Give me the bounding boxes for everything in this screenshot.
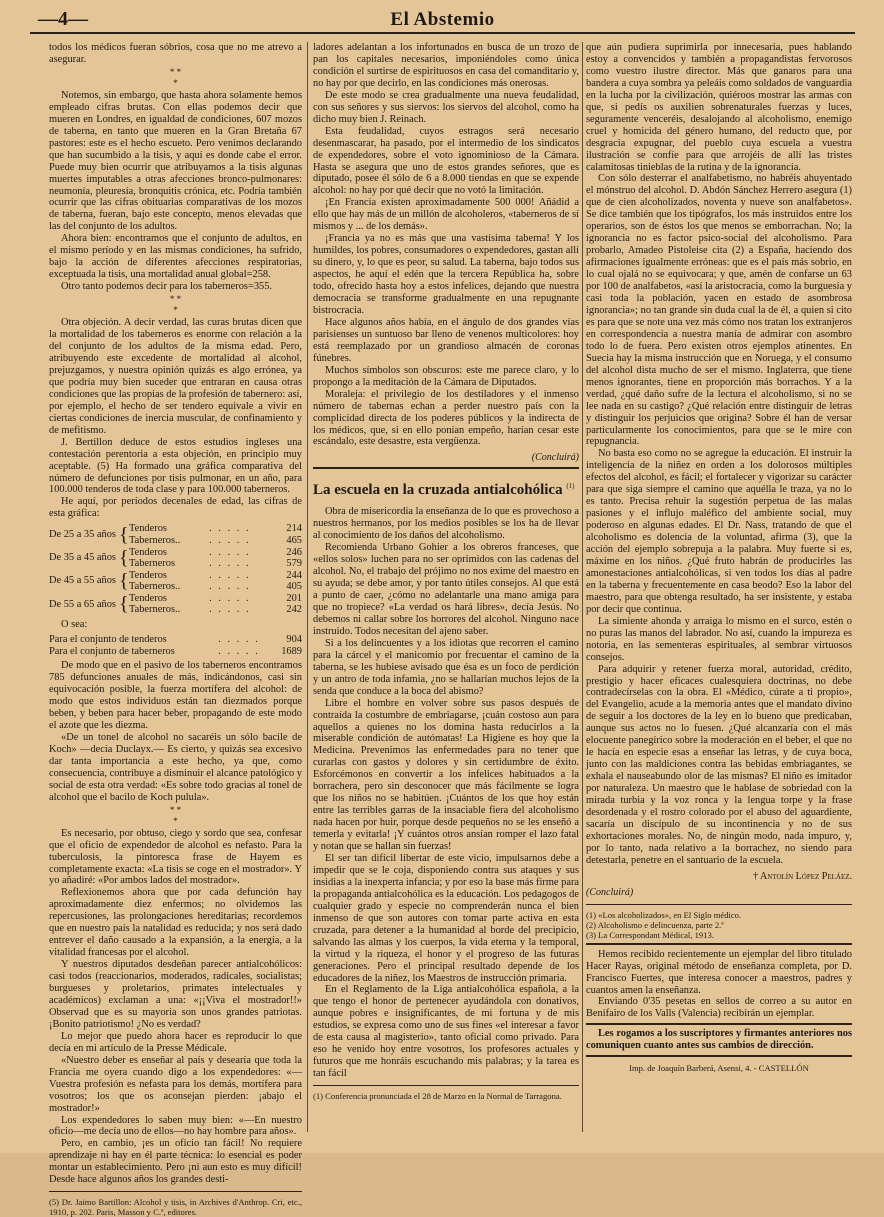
paragraph: Muchos símbolos son obscuros: este me parece claro, y lo propongo a la meditación de la Cámara de Diputados. [313, 364, 579, 388]
row-value: 242 [286, 604, 302, 616]
row-value: 579 [286, 558, 302, 570]
asterism: * * * [169, 66, 182, 88]
row-label: Taberneros.. [129, 604, 181, 616]
row-label: Tenderos [129, 592, 167, 604]
paragraph: Hemos recibido recientemente un ejemplar del libro titulado Hacer Rayas, original método de enseñanza completa, por D. Francisco Fuertes, que interesa conocer a maestros, padres y cuantos amen la enseñanza. [586, 948, 852, 996]
row-value: 246 [286, 546, 302, 558]
paragraph: O sea: [61, 619, 88, 631]
paragraph: Obra de misericordia la enseñanza de lo que es provechoso a nuestros hermanos, por los medios posibles se los ha de llevar al conocimiento de los daños del alcoholismo. [313, 506, 579, 542]
row-value: 201 [286, 592, 302, 604]
row-label: Tenderos [129, 546, 167, 558]
paragraph: J. Bertillon deduce de estos estudios ingleses una contestación perentoria a esta objeción, en principio muy aceptable. (5) Ha formado una gráfica comparativa del número de defunciones por tisis pulmonar, en un año, para 100.000 tenderos de toda clase y para 100.000 taberneros. [49, 436, 302, 496]
age-range: De 45 a 55 años [49, 575, 116, 587]
paragraph: que aún pudiera suprimirla por innecesaria, pues hablando estoy a convencidos y también a propagandistas fervorosos como vuestro ilustre director. Más que ganaros para una bandera a cuya sombra ya peleáis como soldados de vanguardia en la lucha por la civilización, quiéroos mostrar las armas con que, si pedís os auxilien sobrenaturales fuerzas y luces, seguramente venceréis, desalojando al alcoholismo, enemigo cruel y homicida del género humano, del reducto que, por desgracia expugnar, del pueblo cuya escuela a vuestra ilustración se confíe para que arrojéis de allí las tristes calamitosas tinieblas de la rutina y de la ignorancia. [586, 42, 852, 173]
paragraph: De modo que en el pasivo de los taberneros encontramos 785 defunciones anuales de más, indicándonos, casi sin equivocación posible, la fuerza mortífera del alcohol: de modo que estos individuos están tan diezmados porque beben, y beben para hacer beber, propagando de este modo el azote que les diezma. [49, 660, 302, 731]
paragraph: Otra objeción. A decir verdad, las curas brutas dicen que la mortalidad de los taberneros es enorme con relación a la del conjunto de los adultos de la misma edad. Pero, atribuyendo este excedente de mortalidad al alcohol, prejuzgamos, y nuestra opinión quizás es algo errónea, ya que podría muy bien suceder que entraran en causa otras condiciones que las propias de la profesión de tabernero: así, por ejemplo, el hecho de ser tendero equivale a vivir en ciertas condiciones de inercia muscular, de confinamiento y de mefitismo. [49, 317, 302, 436]
table-row: De 35 a 45 años { Tenderos . . . . . 246 [49, 546, 302, 570]
paragraph: Y nuestros diputados desdeñan parecer antialcohólicos: casi todos (reaccionarios, moderados, radicales, socialistas; burgueses y proletarios, primates intelectuales y académicos) exclaman a una: «¡¡Viva el mostrador!!» Observad que es su mayoría son unos grandes patriotas. ¡Bonito patriotismo! ¿No es verdad? [49, 959, 302, 1030]
paragraph: Los expendedores lo saben muy bien: «—En nuestro oficio—me decía uno de ellos—no hay hombre para años». [49, 1114, 302, 1138]
mortality-table [49, 523, 302, 616]
table-row: Taberneros.. . . . . . 242 [129, 604, 302, 616]
newspaper-title: El Abstemio [390, 9, 495, 30]
paragraph: De este modo se crea gradualmente una nueva feudalidad, con sus señores y sus siervos: los siervos del alcohol, como ha dicho muy bien J. Reinach. [313, 89, 579, 125]
paragraph: Moraleja: el privilegio de los destiladores y el inmenso número de tabernas echan a perder nuestro país con la complicidad directa de los poderes públicos y la indirecta de los médicos, que, si en ello ponían empeño, harían cesar este escándalo, este desastre, esta vergüenza. [313, 388, 579, 448]
imprint: Imp. de Joaquín Barberá, Asensi, 4. - CASTELLÓN [629, 1063, 809, 1074]
paragraph: todos los médicos fueran sóbrios, cosa que no me atrevo a asegurar. [49, 42, 302, 65]
footnote: (1) Conferencia pronunciada el 28 de Marzo en la Normal de Tarragona. [313, 1091, 562, 1102]
table-row: De 55 a 65 años { Tenderos . . . . . 201 [49, 592, 302, 616]
table-row: De 25 a 35 años { Tenderos . . . . . 214 [49, 523, 302, 546]
row-value: 244 [286, 569, 302, 581]
table-row: Taberneros . . . . . 579 [129, 558, 302, 570]
column-1 [49, 42, 302, 1217]
footnote: (2) Alcoholismo e delincuenza, parte 2.ª [586, 919, 724, 930]
row-label: Tenderos [129, 523, 167, 535]
row-label: Taberneros [129, 558, 176, 570]
row-label: Para el conjunto de taberneros [49, 645, 175, 657]
column-3 [586, 42, 852, 1128]
footnote-rule [49, 1191, 302, 1192]
row-label: Taberneros.. [129, 534, 181, 546]
paragraph: «De un tonel de alcohol no sacaréis un sólo bacile de Koch» —decía Duclayx.— Es cierto, y quizás sea excesivo dar tanta importancia a este hecho, ya que, como consecuencia, contribuye a disminuir el alcance patológico y social de esta otra verdad: «Es sobre todo gracias al tonel de alcohol que el bacilo de Koch pulula». [49, 731, 302, 803]
section-rule [313, 467, 579, 469]
paragraph: Para adquirir y retener fuerza moral, autoridad, crédito, prestigio y hacer eficaces cualesquiera doctrinas, no debe contradecírselas con la obra. El «Médico, cúrate a ti propio», del Evangelio, acude a la memoria antes que el mandato divino de seguir a los doctores de la ley en lo bueno que predicaban, aunque sus actos no lo fuesen. ¿Qué alcanzaría con el más elocuente panegírico sobre la moderación en el beber, el que no le hacía en especie esas a enseñar las letras, y de cuya boca, junto con las maldiciones contra las bebidas embriagantes, se exhala el nauseabundo olor de las mismas? El niño es imitador por naturaleza. Un maestro que le hablase de sobriedad con la mirada turbia y la voz ronca y la lengua torpe y la frase desordenada y el rostro colorado por el abuso del aguardiente, sacaría un discípulo de su incontinencia y no de sus exhortaciones morales. No, de ningún modo, nada impuro, y, por lo tanto, nada relativo a la borrachez, no siendo para detestarla, penetre en el santuario de la escuela. [586, 663, 852, 866]
footnote: (3) La Correspondant Médical, 1913. [586, 929, 714, 940]
author-signature: † Antolín López Peláez. [753, 870, 852, 882]
paragraph: ladores adelantan a los infortunados en busca de un trozo de pan los capitales necesarios, imponiéndoles como única condición el surtirse de espirituosos en casa del comanditario y, no hay por que decirlo, en las condiciones más onerosas. [313, 42, 579, 89]
footnote: (1) «Los alcoholizados», en El Siglo médico. [586, 909, 742, 920]
age-range: De 25 a 35 años [49, 529, 116, 541]
section-rule [586, 943, 852, 945]
table-row: Taberneros.. . . . . . 405 [129, 581, 302, 593]
page-number: —4— [38, 8, 88, 30]
paragraph: He aquí, por períodos decenales de edad, las cifras de esta gráfica: [49, 496, 302, 520]
asterism: * * * [169, 804, 182, 826]
paragraph: «Nuestro deber es enseñar al país y desearía que toda la Francia me oyera cuando digo a los expendedores: «—Vuestra profesión es nefasta para los demás, mortífera para vosotros; los que os aconsejan pierden: ¡abajo el mostrador!» [49, 1054, 302, 1114]
row-value: 465 [286, 534, 302, 546]
title-note: (1) [566, 482, 575, 491]
column-2 [313, 42, 579, 1128]
paragraph: Con sólo desterrar el analfabetismo, no habréis ahuyentado el mónstruo del alcohol. D. Abdón Sánchez Herrero asegura (1) que de cien alcoholizados, noventa y nueve son analfabetos». Se dice también que los tipógrafos, los más instruidos entre los operarios, son de éstos los que menos se emborrachan. No; la ignorancia no es factor psico-social del alcoholismo. Para probarlo, Amadeo Pistoleise cita (2) a España, haciendo dos afirmaciones igualmente erróneas: que es el país más sobrio, en lo cual ojalá no se equivocara; y que, amén de confarse un 63 por 100 de analfabetos, «así la aristocracia, como la burguesía y casi toda la población, yacen en estado de asombrosa ignorancia»; no tan grande sin duda cual la de él, a quien si cito es para que se note una vez más cómo nos tratan los extranjeros en correspondencia a nuestra manía de admirar con asombro todo lo de fuera. Pero existen otros ejemplos atinentes. En Suecia hay la misma instrucción que en Noruega, y el consumo del alcohol dista mucho de ser el mismo. Inglaterra, que tiene menos ignorantes, tiene en proporción más borrachos. Y a la verdad, ¿qué daño sufre de la lectura el alcoholismo, si no se lee nada en su castigo? ¿Qué relación entre distinguir de letras y distinguir los perjuicios que origina? Sobre él han de versar particularmente los conocimientos, para que se le mire con repugnancia. [586, 173, 852, 448]
paragraph: Ahora bien: encontramos que el conjunto de adultos, en el mismo período y en las mismas condiciones, ha sufrido, bajo la acción de diferentes afecciones respiratorias, exceptuada la tisis, una mortalidad anual global=258. [49, 233, 302, 281]
paragraph: Notemos, sin embargo, que hasta ahora solamente hemos empleado cifras brutas. Con ellas podemos decir que mueren en Londres, en igualdad de condiciones, 607 mozos de taberna, en tanto que mueren en la Gran Bretaña 67 pastores: este es el hecho escueto. Pero venimos declarando que han sucumbido a la tisis, y aquí es donde cabe el error. Puede muy bien ocurrir que atribuyamos a la tisis algunas muertes imputables a otras afecciones bronco-pulmonares: neumonía, pleuresía, bronquitis crónica, etc. Podría también ocurrir que las cifras obituarias comparativas de los mozos de taberna, fueran, bajo este concepto, menos elevadas que las del conjunto de los adultos. [49, 89, 302, 233]
subscriber-notice: Les rogamos a los suscriptores y firmantes anteriores nos comuniquen cuanto antes sus cambios de dirección. [586, 1028, 852, 1052]
paragraph: La simiente ahonda y arraiga lo mismo en el surco, estén o no puras las manos del labrador. No así, cuando la impureza es notoria, en las sementeras espirituales, al sembrar virtuosos consejos. [586, 615, 852, 663]
paragraph: Otro tanto podemos decir para los taberneros=355. [61, 281, 273, 293]
column-divider [307, 42, 308, 1132]
paragraph: Hace algunos años había, en el ángulo de dos grandes vías parisienses un suntuoso bar lleno de venenos multicolores: hoy está reemplazado por un grandioso almacén de coronas fúnebres. [313, 316, 579, 364]
table-row: Taberneros.. . . . . . 465 [129, 534, 302, 546]
section-rule [586, 1055, 852, 1057]
row-value: 214 [286, 523, 302, 535]
paragraph: Lo mejor que puedo ahora hacer es reproducir lo que decía en mi artículo de la Presse Médicale. [49, 1030, 302, 1054]
paragraph: Es necesario, por obtuso, ciego y sordo que sea, confesar que el oficio de expendedor de alcohol es nefasto. Para la tuberculosis, la pintoresca frase de Hayem es completamente exacta: «La tisis se coge en el mostrador». Y yo añadiré: «Por ambos lados del mostrador». [49, 827, 302, 887]
paragraph: ¡Francia ya no es más que una vastísima taberna! Y los humildes, los pobres, consumadores o expendedores, gastan allí su dinero, y, lo que es peor, su salud. La taberna, bajo todos sus aspectos, he aquí el edén que la tercera República ha, sobre todo, ofrecido hasta hoy a estos infelices, dejando que nuestra democracia se transforme gradualmente en una repugnante bistrocracia. [313, 233, 579, 316]
article-title [313, 478, 579, 499]
row-value: 405 [286, 581, 302, 593]
table-row: Para el conjunto de taberneros . . . . . 1689 [49, 645, 302, 657]
paragraph: Pero, en cambio, ¡es un oficio tan fácil! No requiere aprendizaje ni hay en él parte técnica: lo esencial es poder montar un establecimiento. Pero ¡ni aun esto es muy difícil! Desde hace algunos años los grandes desti- [49, 1138, 302, 1186]
row-label: Tenderos [129, 569, 167, 581]
column-divider [582, 42, 583, 1132]
footnote: (5) Dr. Jaimo Bartillon: Alcohol y tisis, in Archives d'Anthrop. Cri, etc., 1910, p. 202. Paris, Masson y C.ª, editores. [49, 1197, 302, 1217]
footnote-rule [313, 1085, 579, 1086]
book-notice [586, 949, 852, 1021]
page-header [30, 6, 855, 34]
paragraph: ¡En Francia existen aproximadamente 500 000! Añádid a ello que hay más de un millón de alcoholeros, «taberneros de sí mismos y ... de los demás». [313, 197, 579, 233]
paragraph: Si a los delincuentes y a los idiotas que recorren el camino para la cárcel y el manicomio por frecuentar el camino de la taberna, se les hubiese avisado que ésa es un foco de perdición y un antro de toda infamia, ¿no se hallarían muchos lejos de la senda que conduce a la boca del abismo? [313, 637, 579, 697]
row-label: Taberneros.. [129, 581, 181, 593]
paragraph: En el Reglamento de la Liga antialcohólica española, a la que tengo el honor de pertenecer ayudándola con donativos, aunque pobres e insignificantes, de mi fortuna y de mis estudios, se expresa como uno de sus fines «el interesar a favor de esta causa al magisterio», tanto oficial como privado. Para eso he venido hoy entre vosotros, los profesores actuales y futuros que me honráis escuchando mis palabras; y la tarea es tan fácil [313, 984, 579, 1080]
paragraph: No basta eso como no se agregue la educación. El instruir la inteligencia de la niñez en orden a los dolorosos múltiples efectos del alcohol, es fácil; el fortalecer y vigorizar su carácter para que siga siempre el camino que aquélla le traza, ya no lo es tanto. Precisa rehuir la sugestión perpetua de las malas pasiones y el influjo maléfico del ambiente social, muy poderoso en algunas edades. El Dr. Nass, tratando de que el alcoholismo es dolencia de la voluntad, afirma (3), que la acción del ejemplo sobrepuja a la palabra. Muy fuerte si es, máxime en los niños. ¿Qué fruto habrán de producirles las amonestaciones antialcohólicas, si ven todos los días al padre en la taberna y frecuentemente en casa beodo? Eso la labor del maestro, para que obtenga resultado, ha ser insistente, y estaba por decir que continua. [586, 448, 852, 615]
table-row: Para el conjunto de tenderos . . . . . 904 [49, 634, 302, 646]
paragraph: Enviando 0'35 pesetas en sellos de correo a su autor en Benifairo de los Valls (Valencia) recibirán un ejemplar. [586, 996, 852, 1020]
totals-table [49, 634, 302, 657]
asterism: * * * [169, 294, 182, 316]
notes-rule [586, 904, 852, 905]
paragraph: Reflexionemos ahora que por cada defunción hay aproximadamente diez enfermos; no olvidemos las repercusiones, las prolongaciones hereditarias; recordemos que en nuestro país la natalidad es reducida; y nos será dado entrever el daño causado a la expansión, a la energía, a la vitalidad francesas por el alcohol. [49, 887, 302, 959]
table-row: De 45 a 55 años { Tenderos . . . . . 244 [49, 569, 302, 593]
paragraph: Esta feudalidad, cuyos estragos será necesario desenmascarar, ha pasado, por el intermedio de los sindicatos de expendedores, sobre el voto ignominioso de la Cámara. Hasta se asegura que uno de estos grandes señores, que es diputado, posee él sólo de 6 a 8.000 tiendas en que se expende alcohol: no hay por qué decir que no votó la limitación. [313, 125, 579, 197]
article-title-text: La escuela en la cruzada antialcohólica [313, 482, 563, 499]
paragraph: El ser tan difícil libertar de este vicio, impulsarnos debe a impedir que se le coja, disponiendo contra sus ataques y sus insidias a la inexperta infancia; y por eso la base más firme para la propaganda antialcohólica es la educación. Los pedagogos de cualquier grado y especie no comprenderán nunca el bien inmenso de que son autores con tomar parte activa en esta cruzada, para detener a la humanidad al borde del precipicio, salvando las almas y los cuerpos, la vida eterna y la temporal, la virtud y la riqueza, el honor y el progreso de las futuras generaciones. Pero el principal resultado depende de los educadores de la niñez, los Maestros de instrucción primaria. [313, 853, 580, 984]
row-value: 1689 [281, 645, 302, 657]
to-be-continued: (Concluirá) [586, 886, 634, 898]
section-rule [586, 1023, 852, 1025]
paragraph: Libre el hombre en volver sobre sus pasos después de contraída la costumbre de embriagarse, ¡cuán costoso aun para aquellos a quienes no los domina hasta reducirlos a la miserable condición de autómatas! La Higiene es hoy que la Medicina. Prevenimos las enfermedades para no tener que curarlas con gastos y dolores y sin certidumbre de éxito. Esforcémonos en convertir a los infelices habituados a la borrachera, pero sin desconocer que más fácilmente se logra que los niños no se habitúen. ¡Cuántos de los que hoy están entre las terribles garras de la insaciable fiera del alcoholismo nada hacen por huir, porque desde pequeños no se les enseñó a temerla y evitarla! ¡Y cuántos otros ansían romper el lazo fatal y notan que se hallan sin fuerzas! [313, 697, 579, 853]
paragraph: Recomienda Urbano Gohier a los obreros franceses, que «ellos solos» luchen para no ser oprimidos con las cadenas del alcohol. No, el trabajo del prójimo no nos exime del maestro en su ayuda; se debe amor, y por tanto útiles consejos. Al que está a punto de caer, ¿cómo no adelantarle una mano amiga para que no tropiece? «La verdad os hará libres», decía Jesús. No debemos ni callar sobre los horrores del alcohol. Ninguno nace instruido. Todos necesitan del ajeno saber. [313, 542, 579, 637]
age-range: De 55 a 65 años [49, 598, 116, 610]
row-label: Para el conjunto de tenderos [49, 634, 167, 646]
age-range: De 35 a 45 años [49, 552, 116, 564]
to-be-continued: (Concluirá) [531, 452, 579, 464]
row-value: 904 [286, 634, 302, 646]
